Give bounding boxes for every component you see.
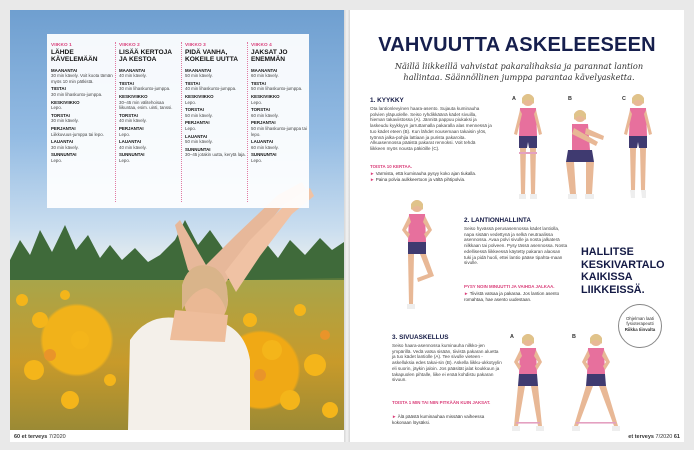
day-name: PERJANTAI <box>185 120 210 126</box>
plan-divider <box>181 42 182 202</box>
exercise-2-body: Seiso hyvässä perusasennossa kädet lantiolla, napa sisään vedettynä ja selkä neutraalissa asennossa. Avaa polvi sivulle ja nosta jalkaterä nilkkaan tai polveen. Pysy tässä asennossa. Nosta edellisessä liikkeessä käytetty pakaran alaosan tuki ja pidä huoli, ettei lantio pääse tipahta-maan sivulle. <box>464 226 568 266</box>
day-name: TORSTAI <box>51 112 70 118</box>
exercise-1-body: Ota lantionlevyinen haara-asento. Sujauta kuminauha polvien yläpuolelle. Seiso ryhdikkäänä kädet sivuilla, hieman takaviistossa (A). Jännitä pappuu piukaksi ja laskeudu kyykkyyn jarruttamalla pakaralla alas mennessä ja tuo kädet eteen (B). Kun lähdet nousemaan takaisin ylös, työnnä jalka-pohjia lattiaan ja purista pakaroita. Alkuasennossa pääistä pakarat rennoksi. Voit tehdä liikkeen myös nousta päkiöille (C). <box>370 106 492 151</box>
day-text: 60 min kävely. <box>251 144 279 150</box>
day-name: KESKIVIIKKO <box>185 93 214 99</box>
day-text: 60 min kävely. <box>251 112 279 118</box>
plan-week-3 <box>185 42 247 158</box>
exercise-1-tip: ► Varmista, että kuminauha pysyy koko ajan tiukalla. <box>370 171 477 176</box>
magazine-name: et terveys <box>628 434 654 440</box>
day-name: KESKIVIIKKO <box>119 93 148 99</box>
plan-divider <box>247 42 248 202</box>
day-text: 30 min kävely. <box>51 118 79 124</box>
article-lead: Näillä liikkeillä vahvistat pakaralihaksia ja parannat lantion hallintaa. Säännöllinen jumppa parantaa kävelyasketta. <box>394 61 644 82</box>
day-name: SUNNUNTAI <box>51 152 77 158</box>
folio-left <box>14 434 66 440</box>
day-name: TIISTAI <box>51 86 66 92</box>
day-name: TORSTAI <box>185 107 204 113</box>
day-text: 60 min kävely. <box>251 73 279 79</box>
day-text: 30 min lihaskunto-jumppa. <box>119 86 171 92</box>
exercise-3-figure-a <box>506 330 550 436</box>
exercise-1-figure-c <box>618 90 658 202</box>
day-name: LAUANTAI <box>119 139 142 145</box>
yoga-photo <box>10 10 344 430</box>
exercise-1-heading: 1. KYYKKY <box>370 97 404 104</box>
figure-label: B <box>572 334 576 340</box>
day-text: 40 min lihaskunto-jumppa. <box>185 86 237 92</box>
week-tag: VIIKKO 3 <box>185 42 206 47</box>
exercise-3-heading: 3. SIVUASKELLUS <box>392 334 449 341</box>
exercise-2-repeat: PYSY NOIN MINUUTTI JA VAIHDA JALKAA. <box>464 284 555 289</box>
week-tag: VIIKKO 2 <box>119 42 140 47</box>
tip-marker: ► <box>370 171 376 176</box>
tip-marker: ► <box>392 414 398 419</box>
week-title: JAKSAT JO ENEMMÄN <box>251 48 288 63</box>
day-text: Lepo. <box>51 157 62 163</box>
plan-week-2 <box>119 42 181 164</box>
callout-quote: HALLITSE KESKIVARTALO KAIKISSA LIIKKEISSÄ. <box>581 246 665 296</box>
page-left <box>10 10 344 442</box>
day-text: Lepo. <box>185 125 196 131</box>
day-text: Liikkuvuus-jumppa tai lepo. <box>51 131 104 137</box>
plan-divider <box>115 42 116 202</box>
author-badge <box>618 304 662 348</box>
day-text: Lepo. <box>51 105 62 111</box>
plan-week-1 <box>51 42 113 164</box>
badge-text: Ohjelman laati fysioterapeutti <box>625 316 655 327</box>
day-name: SUNNUNTAI <box>185 146 211 152</box>
week-title: LÄHDE KÄVELEMÄÄN <box>51 48 98 63</box>
day-text: 50 min lihaskunto-jumppa. <box>251 86 303 92</box>
week-title: LISÄÄ KERTOJA JA KESTOA <box>119 48 172 63</box>
exercise-2-heading: 2. LANTIONHALLINTA <box>464 217 531 224</box>
day-text: Lepo. <box>185 99 196 105</box>
day-name: SUNNUNTAI <box>251 152 277 158</box>
day-name: PERJANTAI <box>251 120 276 126</box>
day-name: TIISTAI <box>119 80 134 86</box>
week-tag: VIIKKO 1 <box>51 42 72 47</box>
day-text: 50 min lihaskunto-jumppa tai lepo. <box>251 125 307 137</box>
figure-label: A <box>510 334 514 340</box>
week-title: PIDÄ VANHA, KOKEILE UUTTA <box>185 48 238 63</box>
day-name: SUNNUNTAI <box>119 152 145 158</box>
figure-label: B <box>568 96 572 102</box>
day-name: MAANANTAI <box>119 67 146 73</box>
exercise-3-figure-b <box>568 330 624 436</box>
day-text: Lepo. <box>119 157 130 163</box>
day-name: TORSTAI <box>251 107 270 113</box>
article-title: VAHVUUTTA ASKELEESEEN <box>378 34 656 56</box>
day-name: MAANANTAI <box>51 67 78 73</box>
exercise-2-tip: ► Tiivistä vatsaa ja pakaraa. Jos lantion asento romahtaa, hae asento uudestaan. <box>464 291 560 302</box>
day-name: TORSTAI <box>119 112 138 118</box>
issue: 7/2020 <box>48 434 66 440</box>
exercise-1-repeat: TOISTA 10 KERTAA. <box>370 164 413 169</box>
exercise-2-figure <box>394 196 440 314</box>
day-text: Lepo. <box>119 131 130 137</box>
day-name: KESKIVIIKKO <box>251 93 280 99</box>
day-name: LAUANTAI <box>251 139 274 145</box>
day-name: PERJANTAI <box>119 125 144 131</box>
page-number: 61 <box>673 434 680 440</box>
figure-label: C <box>622 96 626 102</box>
day-text: 30 min kävely. <box>51 144 79 150</box>
exercise-1-figure-a <box>508 90 548 202</box>
day-text: 30–45 jotakin uutta, kerytä laja. <box>185 152 246 158</box>
day-name: LAUANTAI <box>51 139 74 145</box>
exercise-3-tip: ► Älä päästä kuminauhaa missään vaiheessa kokonaan löysäksi. <box>392 414 485 425</box>
day-text: 40 min kävely. <box>119 118 147 124</box>
day-name: TIISTAI <box>185 80 200 86</box>
day-text: 50 min kävely. <box>185 139 213 145</box>
day-name: TIISTAI <box>251 80 266 86</box>
day-text: Lepo. <box>251 157 262 163</box>
day-text: 30–45 min välitehoisaa liikuntaa, esim. uinti, tanssi. <box>119 99 173 111</box>
page-right <box>350 10 684 442</box>
exercise-3-repeat: TOISTA 1 MIN TAI NIIN PITKÄÄN KUIN JAKSAT. <box>392 400 491 405</box>
exercise-3-body: Seiso haara-asennossa kuminauha nilkko-jen ympärillä. Vedä vatsa sisään, tiivistä pakaran aluetta ja tuo kädet lantiolle (A). Tee sivulle vieteen -askelluksia edes takai-sin (B). Askella liikku-ukkotyylin eli suorin, jäykin jaloin. Jos pääsität jalat koukkuun ja takapuolen pihtalle, liike ei enää kohdistu pakaran sivuun. <box>392 343 502 383</box>
issue: 7/2020 <box>655 434 673 440</box>
day-name: KESKIVIIKKO <box>51 99 80 105</box>
exercise-1-figure-b <box>558 108 608 202</box>
tip-marker: ► <box>370 177 376 182</box>
training-plan <box>47 34 309 208</box>
day-text: 50 min kävely. <box>185 112 213 118</box>
day-text: 40 min kävely. <box>119 73 147 79</box>
day-name: MAANANTAI <box>185 67 212 73</box>
tip-marker: ► <box>464 291 470 296</box>
day-text: Lepo. <box>251 99 262 105</box>
day-text: 30 min lihaskunto-jumppa. <box>51 91 103 97</box>
day-name: PERJANTAI <box>51 125 76 131</box>
magazine-name: et terveys <box>21 434 48 440</box>
exercise-1-tip: ► Paina polvia aulkkeertoon ja vältä pihtipolvia. <box>370 177 466 182</box>
day-text: 50 min kävely. <box>185 73 213 79</box>
day-text: 40 min kävely. <box>119 144 147 150</box>
badge-name: Riikka Iiinvalta <box>624 326 656 332</box>
week-tag: VIIKKO 4 <box>251 42 272 47</box>
figure-label: A <box>512 96 516 102</box>
page-number: 60 <box>14 434 21 440</box>
day-name: LAUANTAI <box>185 133 208 139</box>
day-text: 30 min kävely. Voit koota tämän myös 10 min pätkistä. <box>51 73 113 84</box>
folio-right <box>628 434 680 440</box>
day-name: MAANANTAI <box>251 67 278 73</box>
plan-week-4 <box>251 42 313 164</box>
